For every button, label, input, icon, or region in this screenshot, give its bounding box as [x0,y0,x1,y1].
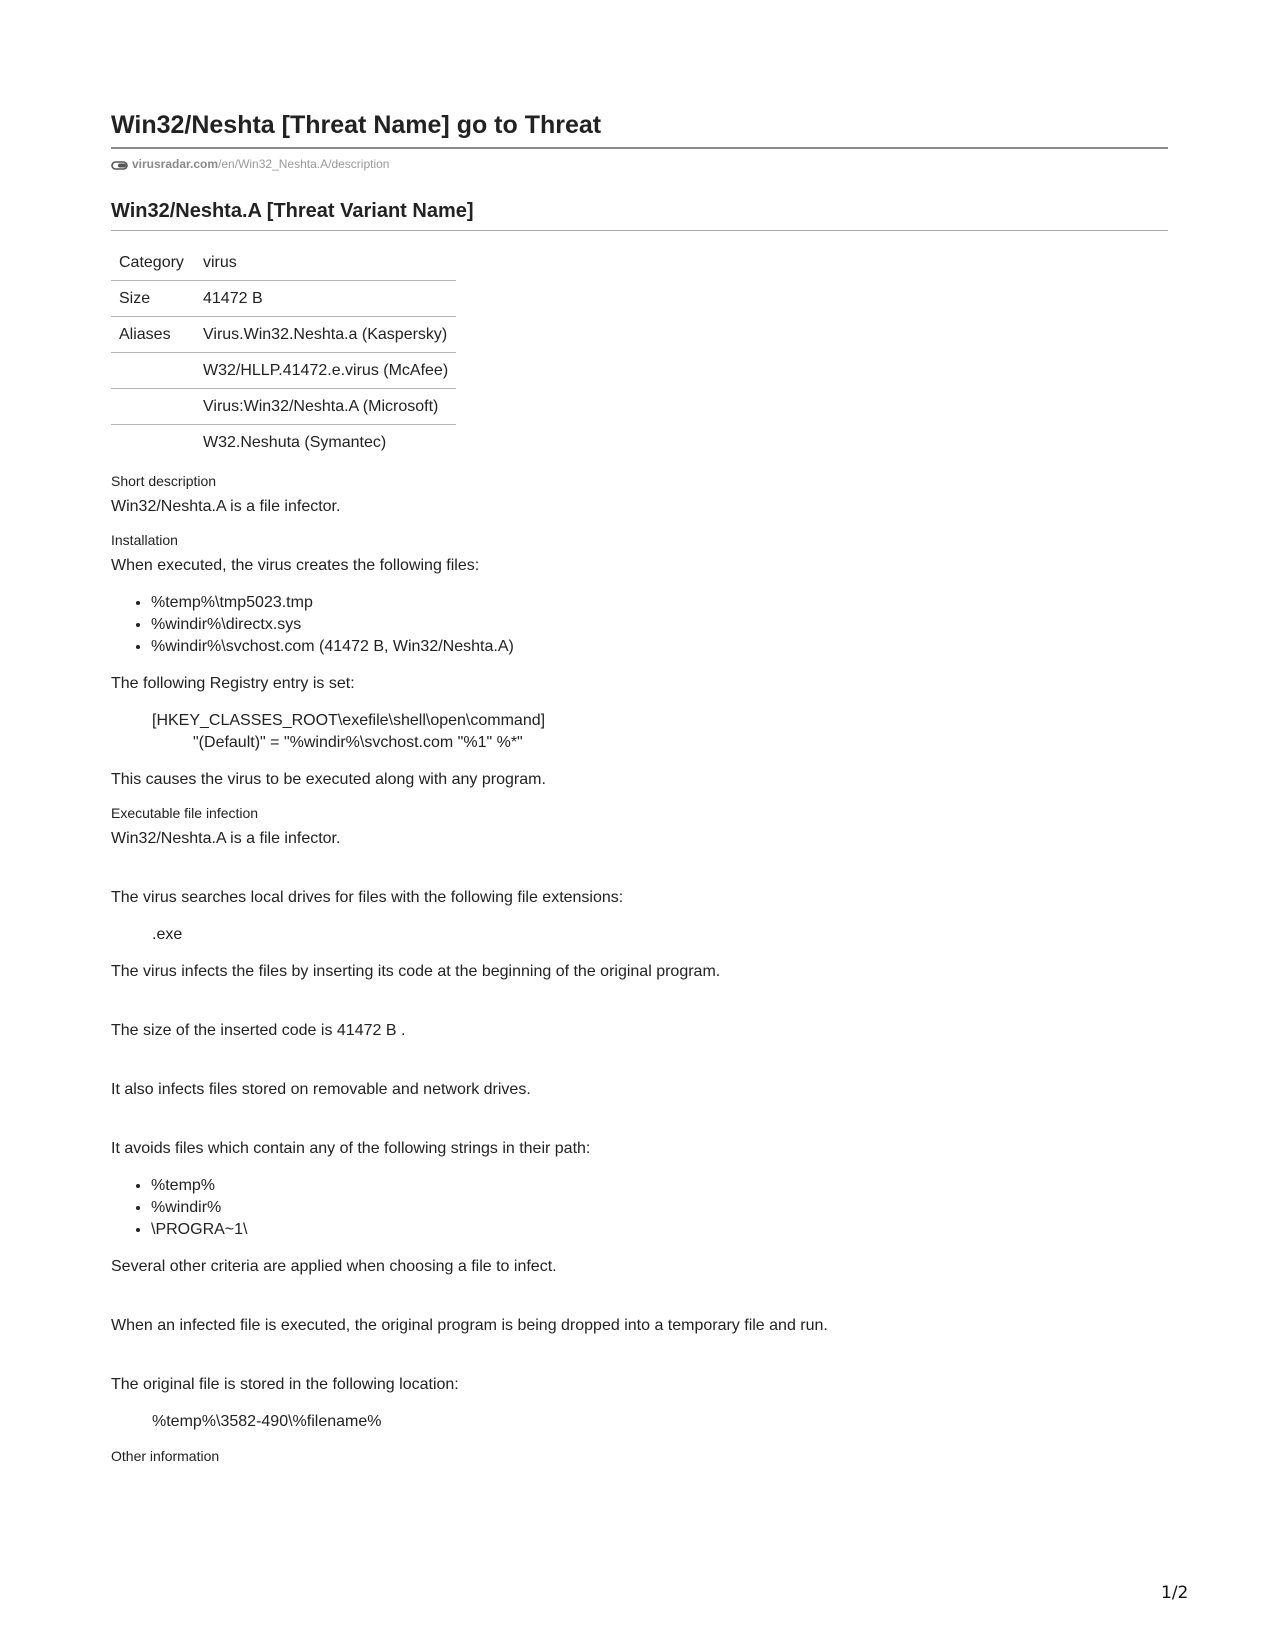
removable-drives: It also infects files stored on removable and network drives. [111,1081,531,1098]
installation-intro: When executed, the virus creates the following files: [111,557,480,574]
created-files-list [111,592,1168,658]
infect-method: The virus infects the files by inserting its code at the beginning of the original program. [111,963,721,980]
execution-note: When an infected file is executed, the original program is being dropped into a temporary file and run. [111,1317,828,1334]
other-information-label: Other information [111,1448,220,1464]
registry-intro: The following Registry entry is set: [111,675,355,692]
list-item: • %temp% [151,1175,1168,1197]
table-row [111,353,456,389]
registry-key: [HKEY_CLASSES_ROOT\exefile\shell\open\command] [152,712,546,729]
table-value: virus [195,245,456,281]
page-number: 1/2 [1161,1583,1189,1603]
file-extension: .exe [152,926,183,943]
registry-effect: This causes the virus to be executed along with any program. [111,771,546,788]
table-key: Aliases [111,317,195,353]
table-key [111,353,195,389]
executable-infection-label: Executable file infection [111,805,259,821]
threat-info-table [111,245,456,460]
location-intro: The original file is stored in the following location: [111,1376,459,1393]
table-value: 41472 B [195,281,456,317]
table-value: W32/HLLP.41472.e.virus (McAfee) [195,353,456,389]
source-link[interactable] [111,155,1168,172]
search-intro: The virus searches local drives for files with the following file extensions: [111,889,624,906]
short-description-text: Win32/Neshta.A is a file infector. [111,498,341,515]
table-key: Size [111,281,195,317]
avoid-list [111,1175,1168,1241]
code-size: The size of the inserted code is 41472 B . [111,1022,406,1039]
table-row [111,245,456,281]
table-key [111,425,195,461]
installation-label: Installation [111,532,178,548]
short-description-label: Short description [111,473,217,489]
list-item: • %windir%\svchost.com (41472 B, Win32/Neshta.A) [151,636,1168,658]
table-key [111,389,195,425]
table-row [111,281,456,317]
registry-value: "(Default)" = "%windir%\svchost.com "%1" %*" [193,734,523,751]
table-row [111,425,456,461]
list-item: • \PROGRA~1\ [151,1219,1168,1241]
link-icon [111,159,128,168]
article [111,110,1168,1465]
list-item: • %windir% [151,1197,1168,1219]
source-domain[interactable]: virusradar.com [132,156,219,171]
original-file-location: %temp%\3582-490\%filename% [152,1413,382,1430]
registry-entry [111,710,1168,754]
criteria: Several other criteria are applied when choosing a file to infect. [111,1258,557,1275]
table-row [111,389,456,425]
list-item: • %windir%\directx.sys [151,614,1168,636]
avoid-intro: It avoids files which contain any of the following strings in their path: [111,1140,591,1157]
table-row [111,317,456,353]
table-key: Category [111,245,195,281]
page-title: Win32/Neshta [Threat Name] go to Threat [111,110,1168,149]
source-path[interactable]: /en/Win32_Neshta.A/description [218,156,390,171]
executable-infection-text: Win32/Neshta.A is a file infector. [111,830,341,847]
table-value: W32.Neshuta (Symantec) [203,433,387,451]
table-value: Virus.Win32.Neshta.a (Kaspersky) [195,317,456,353]
variant-title: Win32/Neshta.A [Threat Variant Name] [111,198,1168,231]
list-item: • %temp%\tmp5023.tmp [151,592,1168,614]
table-value: Virus:Win32/Neshta.A (Microsoft) [195,389,456,425]
